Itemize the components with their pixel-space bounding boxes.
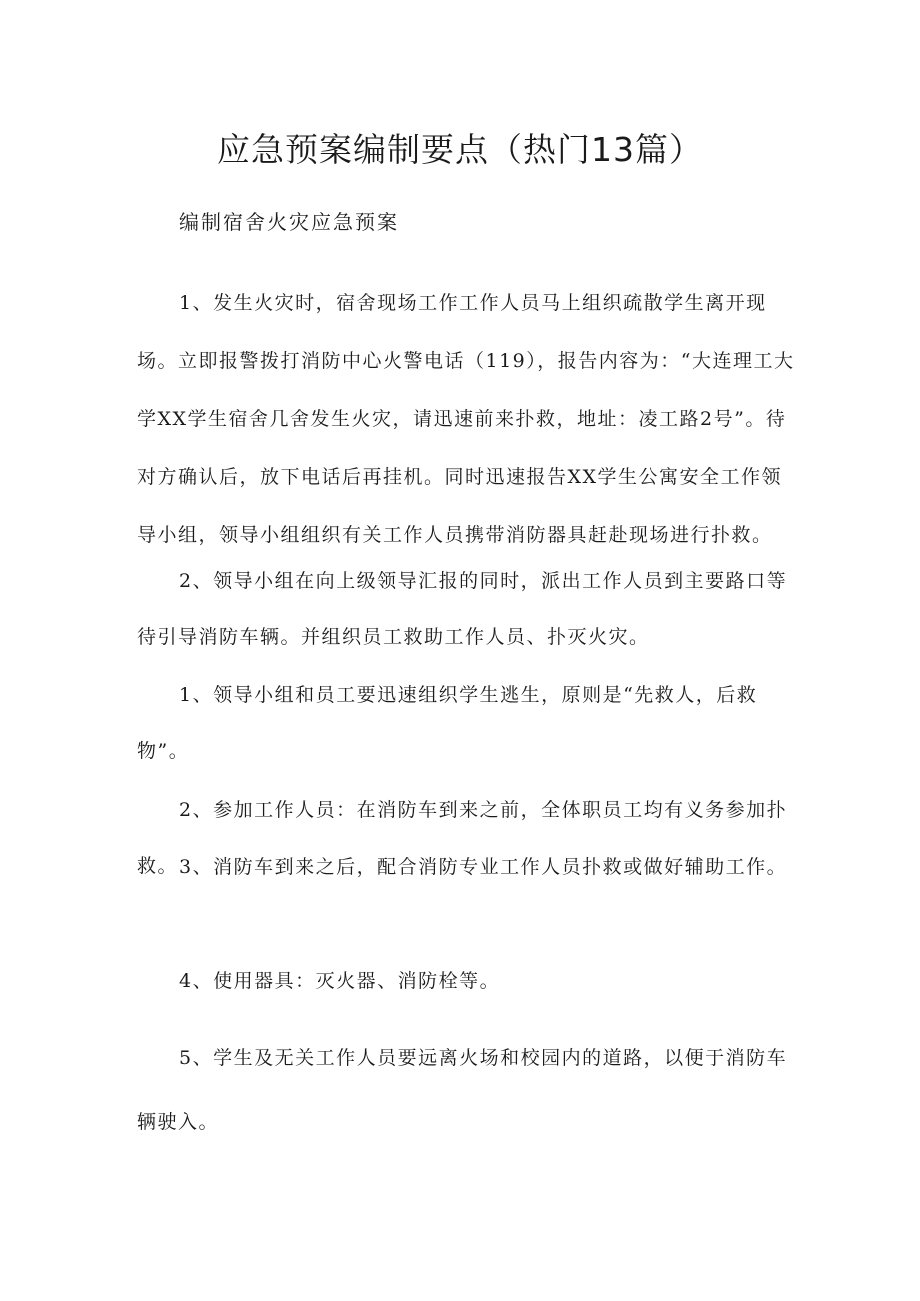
paragraph-staff-participation: 2、参加工作人员：在消防车到来之前，全体职员工均有义务参加扑救。: [137, 799, 788, 877]
paragraph-evacuation-principle: 1、领导小组和员工要迅速组织学生逃生，原则是“先救人，后救物”。: [137, 684, 758, 762]
paragraph-report-fire: 1、发生火灾时，宿舍现场工作工作人员马上组织疏散学生离开现场。立即报警拨打消防中心火警电话（119），报告内容为：“大连理工大学XX学生宿舍几舍发生火灾，请迅速前来扑救，地址：凌工路2号”。待对方确认后，放下电话后再挂机。同时迅速报告XX学生公寓安全工作领导小组，领导小组组织有关工作人员携带消防器具赶赴现场进行扑救。: [137, 292, 795, 546]
paragraph-assist-firefighters: 3、消防车到来之后，配合消防专业工作人员扑救或做好辅助工作。: [179, 856, 788, 878]
document-title: 应急预案编制要点（热门13篇）: [217, 130, 703, 169]
paragraph-equipment: 4、使用器具：灭火器、消防栓等。: [179, 970, 501, 992]
paragraph-keep-roads-clear: 5、学生及无关工作人员要远离火场和校园内的道路，以便于消防车辆驶入。: [137, 1047, 788, 1133]
paragraph-guide-fire-trucks: 2、领导小组在向上级领导汇报的同时，派出工作人员到主要路口等待引导消防车辆。并组织员工救助工作人员、扑灭火灾。: [137, 570, 788, 648]
document-subtitle: 编制宿舍火灾应急预案: [179, 210, 399, 234]
